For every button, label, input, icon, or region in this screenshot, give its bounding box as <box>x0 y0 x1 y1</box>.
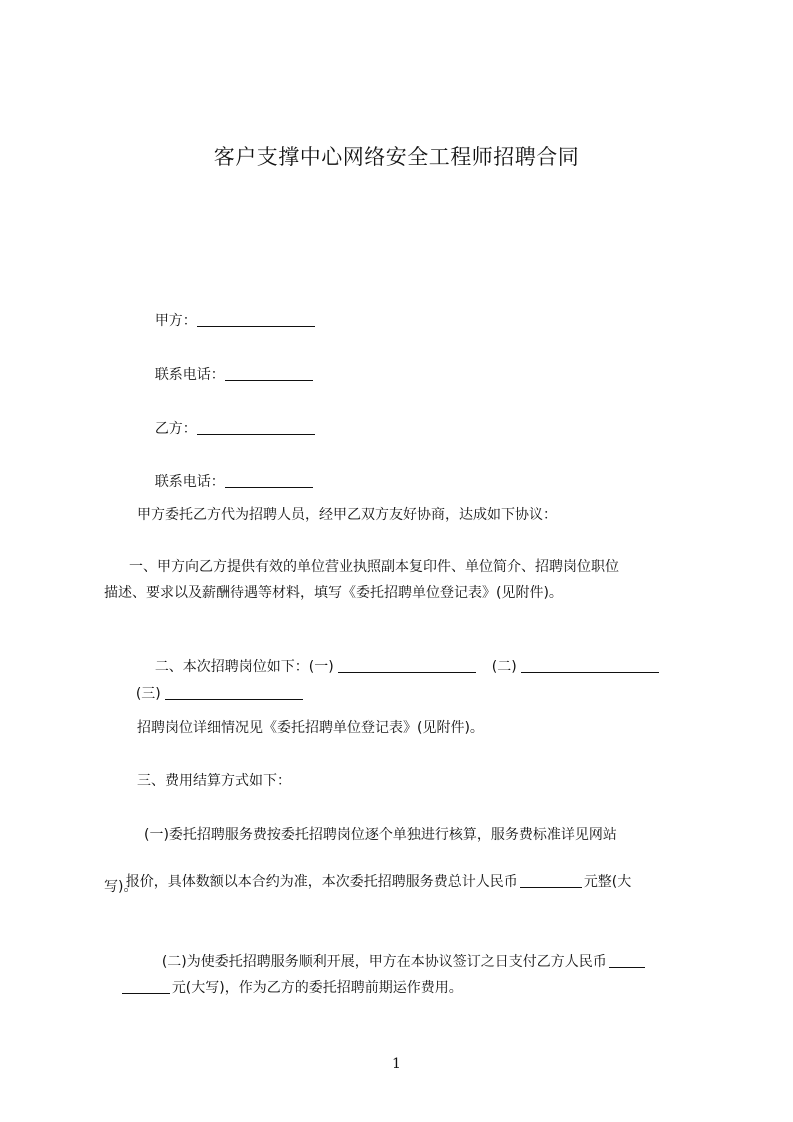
clause2-third-label: (三) <box>135 686 161 702</box>
clause1-line2: 描述、要求以及薪酬待遇等材料，填写《委托招聘单位登记表》(见附件)。 <box>104 585 563 601</box>
party-a-phone-line <box>137 345 737 405</box>
clause3-2-text: (二)为使委托招聘服务顺利开展，甲方在本协议签订之日支付乙方人民币 <box>161 954 607 970</box>
clause3-1-line3: 写)。 <box>104 879 138 895</box>
party-a-phone-label: 联系电话： <box>154 367 225 383</box>
party-a-label: 甲方： <box>154 313 197 329</box>
clause2-line2 <box>118 664 718 724</box>
party-a-blank[interactable] <box>197 312 315 327</box>
party-b-label: 乙方： <box>154 421 197 437</box>
clause2-second-label: (二) <box>491 659 517 675</box>
position-3-blank[interactable] <box>165 685 303 700</box>
party-b-phone-line <box>137 452 737 512</box>
party-b-line <box>137 399 737 459</box>
party-b-phone-label: 联系电话： <box>154 474 225 490</box>
clause3-heading: 三、费用结算方式如下： <box>137 773 291 789</box>
clause3-2-text-b: 元(大写)，作为乙方的委托招聘前期运作费用。 <box>171 980 463 996</box>
party-b-blank[interactable] <box>197 420 315 435</box>
intro-paragraph: 甲方委托乙方代为招聘人员，经甲乙双方友好协商，达成如下协议： <box>137 507 557 523</box>
page-title: 客户支撑中心网络安全工程师招聘合同 <box>213 145 580 169</box>
clause3-1-text-b: 元整(大 <box>583 874 632 890</box>
clause3-2-line2 <box>104 958 704 1018</box>
party-b-phone-blank[interactable] <box>225 473 313 488</box>
page-number: 1 <box>392 1056 401 1072</box>
clause2-detail: 招聘岗位详细情况见《委托招聘单位登记表》(见附件)。 <box>137 720 484 736</box>
clause2-prefix: 二、本次招聘岗位如下：(一) <box>154 659 334 675</box>
advance-fee-blank-b[interactable] <box>122 979 170 994</box>
party-a-phone-blank[interactable] <box>225 366 313 381</box>
clause3-1-line1: (一)委托招聘服务费按委托招聘岗位逐个单独进行核算，服务费标准详见网站 <box>144 827 617 843</box>
clause1-line1: 一、甲方向乙方提供有效的单位营业执照副本复印件、单位简介、招聘岗位职位 <box>129 559 619 575</box>
clause3-1-text-a: 报价，具体数额以本合约为准，本次委托招聘服务费总计人民币 <box>125 874 518 890</box>
party-a-line <box>137 291 737 351</box>
